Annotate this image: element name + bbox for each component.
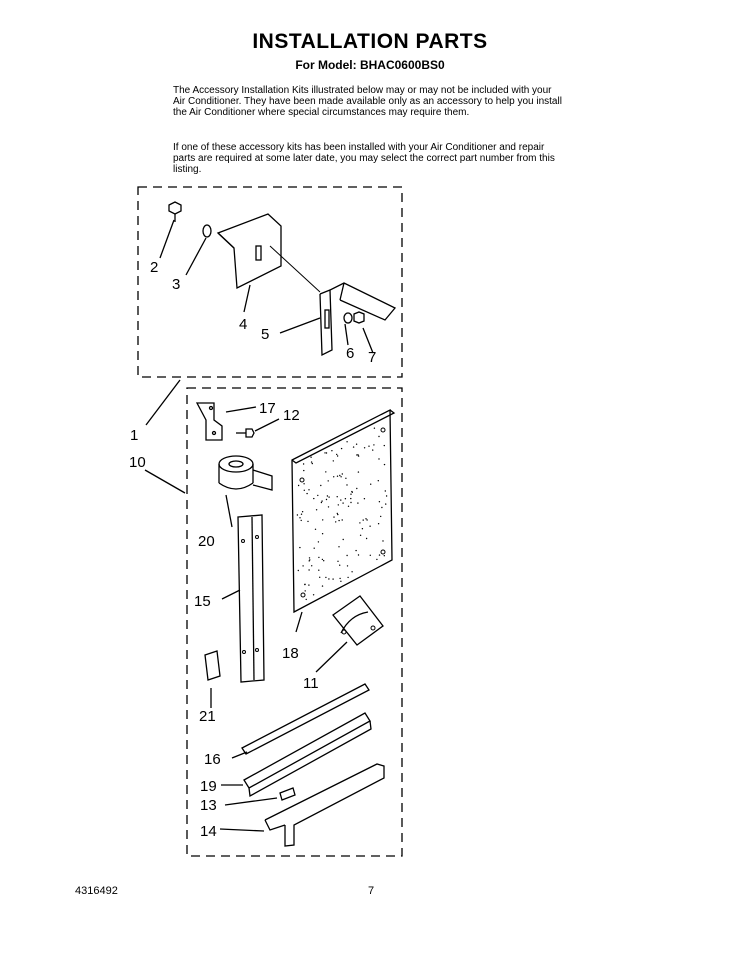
screw-part-2 (169, 202, 181, 222)
callout-15: 15 (194, 593, 211, 610)
callout-19: 19 (200, 778, 217, 795)
callout-13: 13 (200, 797, 217, 814)
screw-part-12 (236, 419, 279, 437)
callout-2: 2 (150, 259, 159, 276)
callout-5: 5 (261, 326, 270, 343)
channel-part-5 (320, 283, 395, 355)
bracket-part-11 (316, 596, 383, 672)
channel-part-15 (222, 515, 264, 682)
rail-part-19 (221, 713, 371, 796)
callout-11: 11 (303, 675, 319, 692)
channel-part-14 (220, 764, 384, 846)
model-subtitle: For Model: BHAC0600BS0 (295, 58, 445, 72)
washer-part-6 (344, 313, 352, 323)
callout-18: 18 (282, 645, 299, 662)
foam-panel-part-18 (292, 410, 394, 632)
page-number: 7 (368, 885, 375, 897)
washer-part-3 (203, 225, 211, 237)
callout-14: 14 (200, 823, 217, 840)
callout-12: 12 (283, 407, 300, 424)
bracket-part-4 (218, 214, 320, 292)
angle-bracket-part-17 (197, 403, 256, 440)
block-part-21 (205, 651, 220, 708)
nut-part-7 (354, 312, 364, 323)
callout-10: 10 (129, 454, 146, 471)
document-number: 4316492 (75, 885, 118, 897)
callout-3: 3 (172, 276, 181, 293)
callout-7: 7 (368, 349, 377, 366)
callout-1: 1 (130, 427, 139, 444)
callout-21: 21 (199, 708, 216, 725)
rail-part-16 (232, 684, 369, 758)
callout-16: 16 (204, 751, 221, 768)
callout-6: 6 (346, 345, 355, 362)
callout-4: 4 (239, 316, 248, 333)
callout-17: 17 (259, 400, 276, 417)
callout-20: 20 (198, 533, 215, 550)
foam-panel-texture (297, 428, 388, 601)
intro-paragraph-2: If one of these accessory kits has been installed with your Air Conditioner and repair parts are required at some later date, you may select the correct part number from this listing. (173, 142, 555, 175)
page-title: INSTALLATION PARTS (252, 30, 488, 53)
intro-paragraph-1: The Accessory Installation Kits illustrated below may or may not be included with your Air Conditioner. They have been made available only as an accessory to help you install the Air Conditioner where special circumstances may require them. (173, 85, 562, 118)
